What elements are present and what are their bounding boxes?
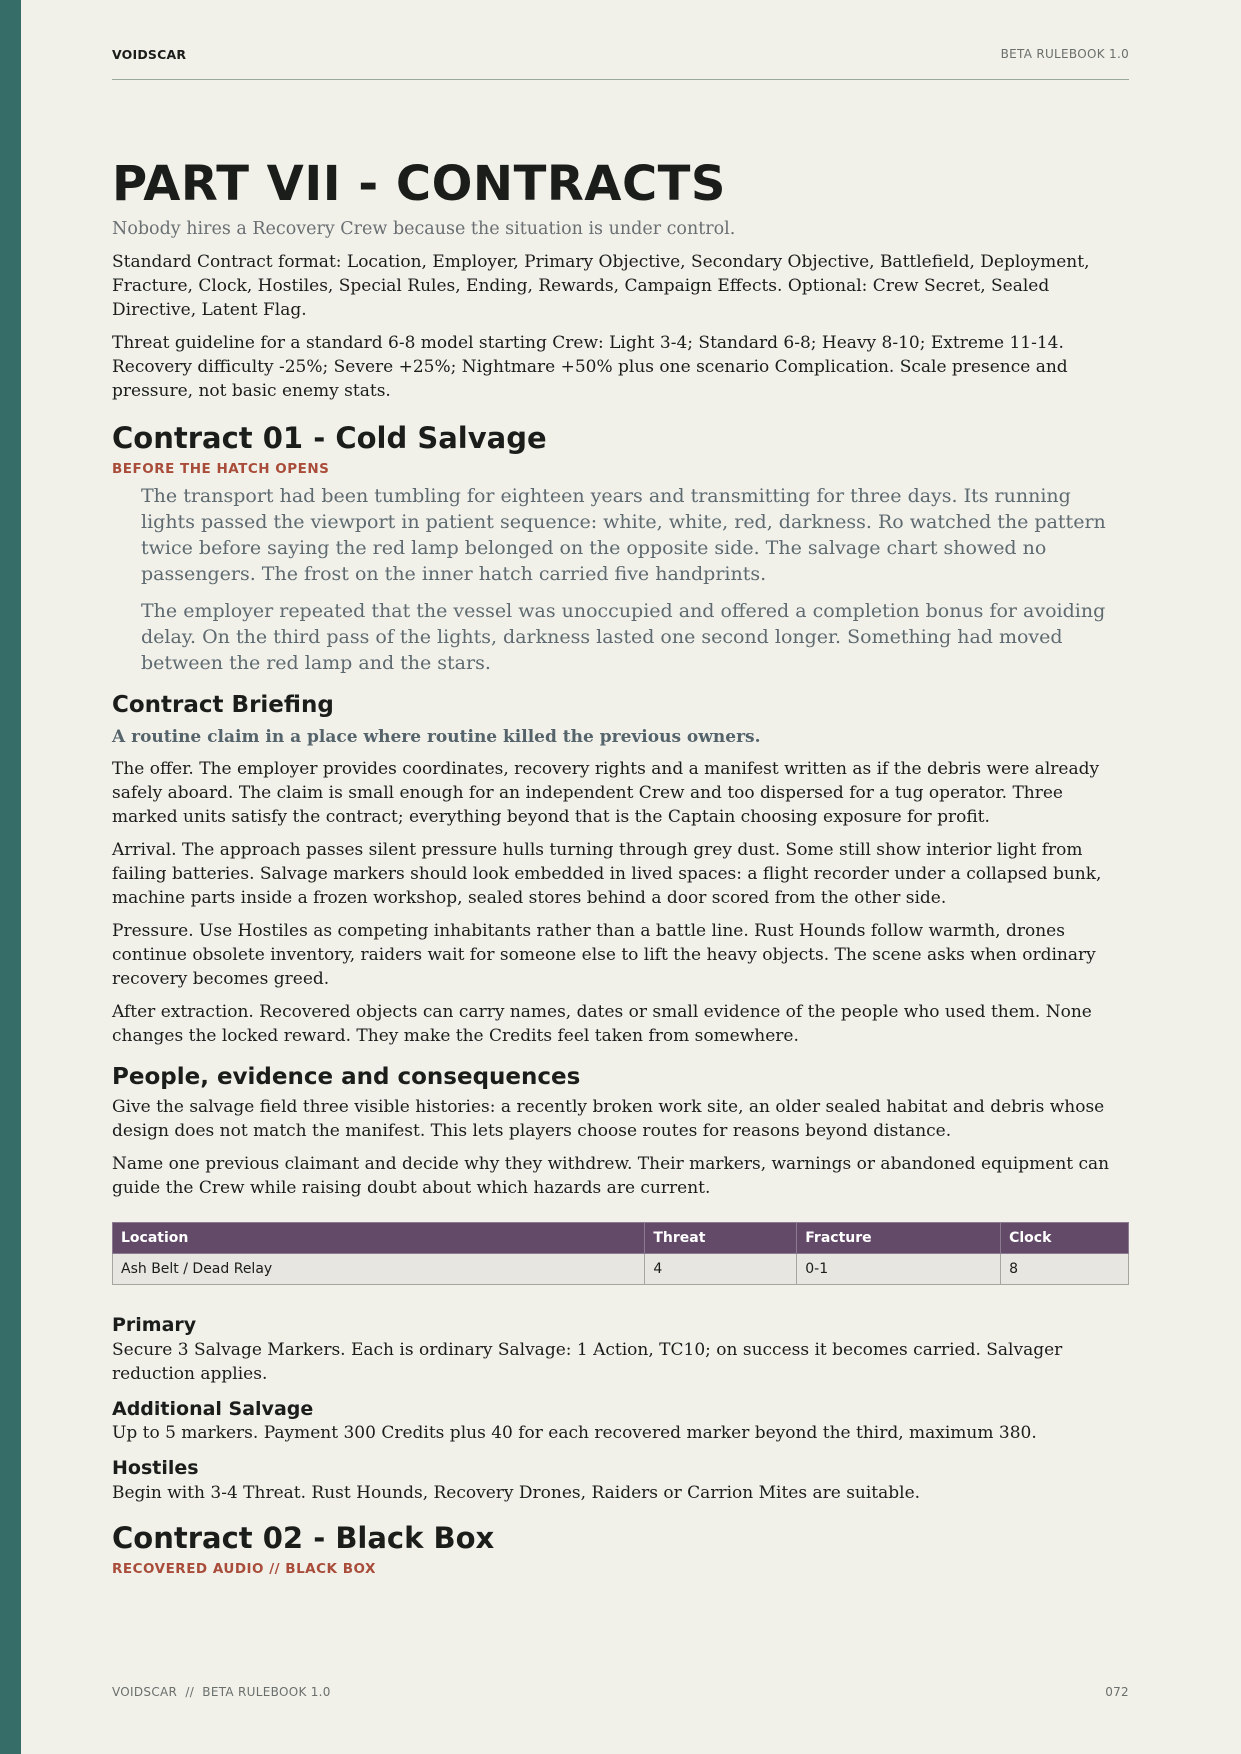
part-title: PART VII - CONTRACTS xyxy=(112,156,726,212)
part-subtitle: Nobody hires a Recovery Crew because the situation is under control. xyxy=(112,219,736,239)
rulebook-page xyxy=(112,0,1129,1754)
briefing-heading: Contract Briefing xyxy=(112,691,334,718)
briefing-paragraph: After extraction. Recovered objects can carry names, dates or small evidence of the people who used them. None changes the locked reward. They make the Credits feel taken from somewhere. xyxy=(112,1002,1092,1047)
table-header-clock: Clock xyxy=(1001,1222,1129,1253)
table-header-threat: Threat xyxy=(645,1222,797,1253)
additional-salvage-heading: Additional Salvage xyxy=(112,1397,314,1420)
hostiles-heading: Hostiles xyxy=(112,1457,199,1480)
intro-paragraph: Standard Contract format: Location, Employer, Primary Objective, Secondary Objective, Battlefield, Deployment, Fracture, Clock, Hostiles, Special Rules, Ending, Rewards, Campaign Effects. Optional: Crew Secret, Sealed Directive, Latent Flag. xyxy=(112,251,1090,320)
briefing-paragraph: Arrival. The approach passes silent pressure hulls turning through grey dust. Some still show interior light from failing batteries. Salvage markers should look embedded in lived spaces: a flight recorder under a collapsed bunk, machine parts inside a frozen workshop, sealed stores behind a door scored from the other side. xyxy=(112,840,1102,909)
hostiles-text: Begin with 3-4 Threat. Rust Hounds, Recovery Drones, Raiders or Carrion Mites are suitable. xyxy=(112,1483,921,1504)
table-header-location: Location xyxy=(113,1222,645,1253)
contract-stats-table xyxy=(112,1222,1129,1285)
table-cell-location: Ash Belt / Dead Relay xyxy=(113,1253,645,1284)
footer-book-title: VOIDSCAR // BETA RULEBOOK 1.0 xyxy=(112,1685,331,1699)
contract-title: Contract 01 - Cold Salvage xyxy=(112,420,547,455)
people-paragraph: Name one previous claimant and decide why they withdrew. Their markers, warnings or abandoned equipment can guide the Crew while raising doubt about which hazards are current. xyxy=(112,1153,1110,1198)
contract-title: Contract 02 - Black Box xyxy=(112,1521,495,1556)
page-content xyxy=(112,156,1129,1578)
flavor-text: The employer repeated that the vessel was unoccupied and offered a completion bonus for avoiding delay. On the third pass of the lights, darkness lasted one second longer. Something had moved between the red lamp and the stars. xyxy=(141,599,1106,674)
running-header xyxy=(112,47,1129,80)
primary-text: Secure 3 Salvage Markers. Each is ordinary Salvage: 1 Action, TC10; on success it becomes carried. Salvager reduction applies. xyxy=(112,1339,1063,1384)
header-game-title: VOIDSCAR xyxy=(112,47,187,62)
table-row xyxy=(113,1253,1129,1284)
people-heading: People, evidence and consequences xyxy=(112,1064,581,1091)
briefing-paragraph: The offer. The employer provides coordinates, recovery rights and a manifest written as if the debris were already safely aboard. The claim is small enough for an independent Crew and too dispersed for a tug operator. Three marked units satisfy the contract; everything beyond that is the Captain choosing exposure for profit. xyxy=(112,759,1100,828)
page-number: 072 xyxy=(1105,1685,1129,1699)
primary-heading: Primary xyxy=(112,1313,197,1336)
table-cell-threat: 4 xyxy=(645,1253,797,1284)
briefing-tagline: A routine claim in a place where routine killed the previous owners. xyxy=(112,727,761,748)
table-header-row xyxy=(113,1222,1129,1253)
intro-paragraph: Threat guideline for a standard 6-8 model starting Crew: Light 3-4; Standard 6-8; Heavy 8-10; Extreme 11-14. Recovery difficulty -25%; Severe +25%; Nightmare +50% plus one scenario Complication. Scale presence and pressure, not basic enemy stats. xyxy=(112,332,1068,401)
flavor-text: The transport had been tumbling for eighteen years and transmitting for three days. Its running lights passed the viewport in patient sequence: white, white, red, darkness. Ro watched the pattern twice before saying the red lamp belonged on the opposite side. The salvage chart showed no passengers. The frost on the inner hatch carried five handprints. xyxy=(141,484,1106,585)
table-cell-clock: 8 xyxy=(1001,1253,1129,1284)
people-paragraph: Give the salvage field three visible histories: a recently broken work site, an older sealed habitat and debris whose design does not match the manifest. This lets players choose routes for reasons beyond distance. xyxy=(112,1096,1105,1141)
table-header-fracture: Fracture xyxy=(797,1222,1001,1253)
briefing-paragraph: Pressure. Use Hostiles as competing inhabitants rather than a battle line. Rust Hounds follow warmth, drones continue obsolete inventory, raiders wait for someone else to lift the heavy objects. The scene asks when ordinary recovery becomes greed. xyxy=(112,921,1096,990)
table-cell-fracture: 0-1 xyxy=(797,1253,1001,1284)
contract-kicker: BEFORE THE HATCH OPENS xyxy=(112,460,330,477)
left-accent-bar xyxy=(0,0,21,1754)
contract-kicker: RECOVERED AUDIO // BLACK BOX xyxy=(112,1561,376,1578)
header-edition: BETA RULEBOOK 1.0 xyxy=(1000,47,1129,61)
additional-salvage-text: Up to 5 markers. Payment 300 Credits plus 40 for each recovered marker beyond the third, maximum 380. xyxy=(112,1423,1037,1444)
